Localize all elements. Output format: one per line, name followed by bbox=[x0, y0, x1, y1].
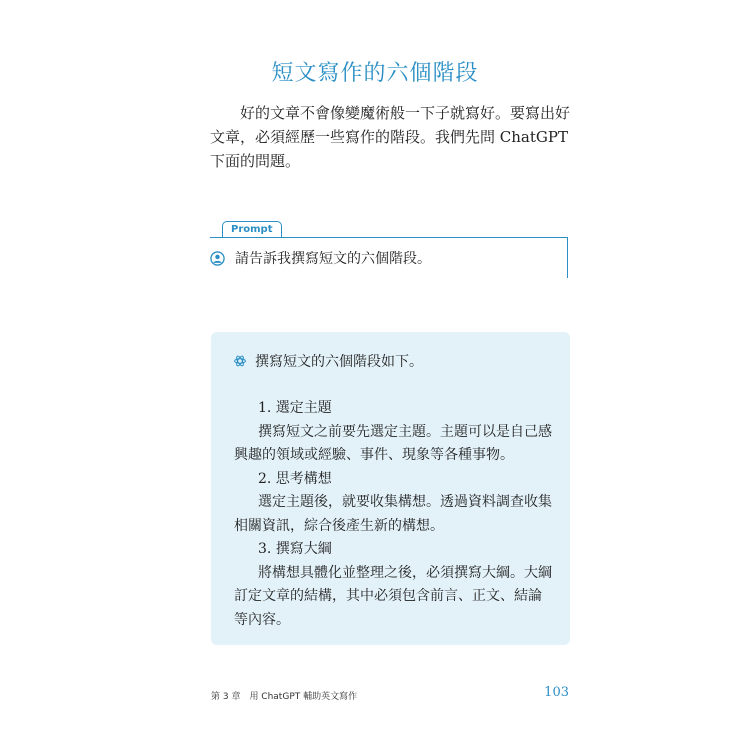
answer-heading: 撰寫短文的六個階段如下。 bbox=[255, 354, 423, 370]
page-title: 短文寫作的六個階段 bbox=[271, 61, 479, 86]
page-number: 103 bbox=[544, 685, 569, 700]
step-text-3: 將構想具體化並整理之後，必須撰寫大綱。大綱訂定文章的結構，其中必須包含前言、正文、結論等內容。 bbox=[234, 564, 552, 628]
prompt-text: 請告訴我撰寫短文的六個階段。 bbox=[235, 251, 431, 267]
chatgpt-icon bbox=[233, 354, 247, 368]
step-title-3: 3. 撰寫大綱 bbox=[258, 541, 332, 557]
footer-chapter: 第 3 章 用 ChatGPT 輔助英文寫作 bbox=[211, 692, 358, 702]
intro-text: 好的文章不會像變魔術般一下子就寫好。要寫出好文章，必須經歷一些寫作的階段。我們先問 ChatGPT 下面的問題。 bbox=[210, 104, 571, 170]
prompt-row bbox=[210, 248, 431, 268]
intro-paragraph bbox=[210, 101, 572, 173]
prompt-top-rule bbox=[210, 237, 568, 238]
user-icon bbox=[210, 251, 225, 266]
answer-heading-row bbox=[233, 351, 423, 371]
step-text-2: 選定主題後，就要收集構想。透過資料調查收集相關資訊，綜合後產生新的構想。 bbox=[234, 494, 552, 534]
step-text-1: 撰寫短文之前要先選定主題。主題可以是自己感興趣的領域或經驗、事件、現象等各種事物。 bbox=[234, 423, 552, 463]
answer-body bbox=[234, 397, 554, 632]
step-title-2: 2. 思考構想 bbox=[258, 470, 332, 487]
prompt-tab-label: Prompt bbox=[222, 221, 282, 238]
prompt-side-rule bbox=[567, 237, 568, 278]
step-title-1: 1. 選定主題 bbox=[258, 400, 332, 416]
